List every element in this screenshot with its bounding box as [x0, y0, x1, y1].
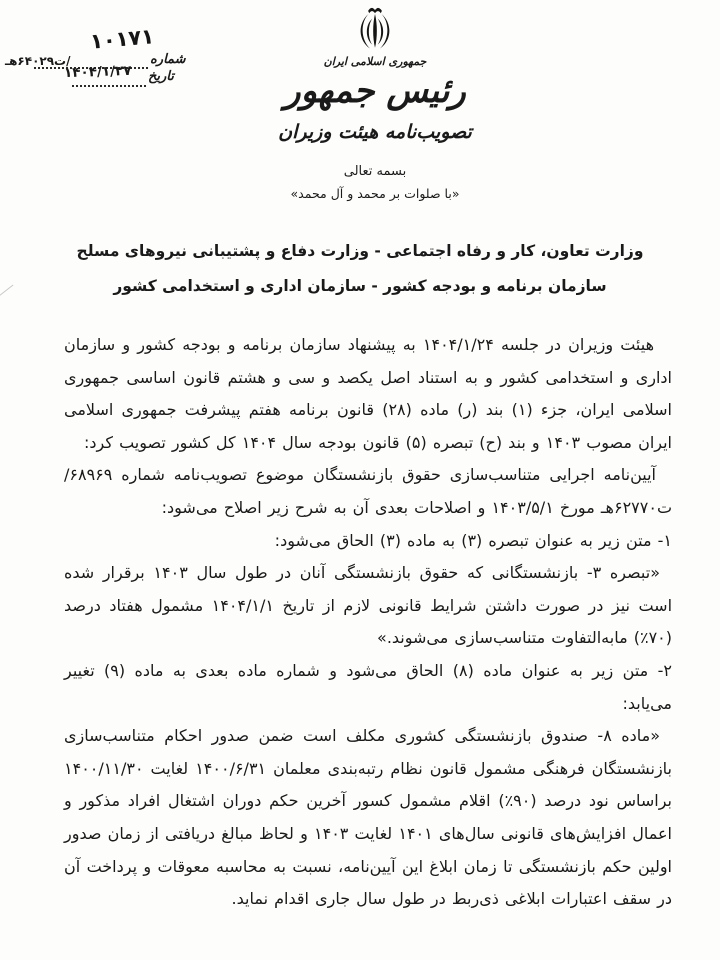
decree-number-typed: /ت۶۴۰۲۹هـ [5, 54, 71, 68]
preamble-paragraph: هیئت وزیران در جلسه ۱۴۰۴/۱/۲۴ به پیشنهاد سازمان برنامه و بودجه کشور و سازمان اداری و استخدامی کشور و به استناد اصل یکصد و سی و هشتم قانون اساسی جمهوری اسلامی ایران، جزء (۱) بند (ر) ماده (۲۸) قانون برنامه هفتم پیشرفت جمهوری اسلامی ایران مصوب ۱۴۰۳ و بند (ح) تبصره (۵) قانون بودجه سال ۱۴۰۴ کل کشور تصویب کرد: [64, 335, 673, 452]
amendment-intro-paragraph: آیین‌نامه اجرایی متناسب‌سازی حقوق بازنشستگان موضوع تصویب‌نامه شماره ۶۸۹۶۹/ت۶۲۷۷۰هـ مورخ ۱۴۰۳/۵/۱ و اصلاحات بعدی آن به شرح زیر اصلاح می‌شود: [64, 465, 672, 518]
date-label: تاریخ [148, 69, 174, 84]
basmala-line: بسمه تعالی [343, 164, 407, 180]
iran-national-emblem-icon [352, 4, 398, 50]
office-title-calligraphy: رئیس جمهور [284, 71, 466, 111]
decree-number-handwritten: ۱۰۱۷۱ [89, 24, 156, 54]
addressee-line-2: سازمان برنامه و بودجه کشور - سازمان اداری و استخدامی کشور [113, 277, 607, 296]
document-type-calligraphy: تصویب‌نامه هیئت وزیران [278, 121, 472, 144]
country-name: جمهوری اسلامی ایران [323, 55, 427, 68]
decree-body [64, 329, 672, 916]
reference-block [0, 0, 210, 110]
amendment-item-1: ۱- متن زیر به عنوان تبصره (۳) به ماده (۳) الحاق می‌شود: [274, 530, 672, 550]
date-handwritten: ۱۴۰۴/۱/۲۷ [63, 62, 132, 82]
madeh-8-quote: «ماده ۸- صندوق بازنشستگی کشوری مکلف است ضمن صدور احکام متناسب‌سازی بازنشستگان فرهنگی مشمول قانون نظام رتبه‌بندی معلمان ۱۴۰۰/۶/۳۱ لغایت ۱۴۰۰/۱۱/۳۰ براساس نود درصد (۹۰٪) اقلام مشمول کسور آخرین حکم دوران اشتغال افراد مذکور و اعمال افزایش‌های قانونی سال‌های ۱۴۰۱ لغایت ۱۴۰۳ و لحاظ مبالغ دریافتی از زمان صدور اولین حکم بازنشستگی تا زمان ابلاغ این آیین‌نامه، نسبت به محاسبه معوقات و پرداخت آن در سقف اعتبارات ابلاغی ذی‌ربط در طول سال جاری اقدام نماید. [64, 726, 673, 909]
number-label: شماره [150, 52, 186, 67]
addressee-line-1: وزارت تعاون، کار و رفاه اجتماعی - وزارت دفاع و پشتیبانی نیروهای مسلح [76, 242, 644, 261]
salutation-line: «با صلوات بر محمد و آل محمد» [290, 186, 460, 202]
amendment-item-2: ۲- متن زیر به عنوان ماده (۸) الحاق می‌شود و شماره ماده بعدی به ماده (۹) تغییر می‌یابد: [64, 661, 672, 713]
addressee-block [0, 234, 720, 304]
tabsareh-3-quote: «تبصره ۳- بازنشستگانی که حقوق بازنشستگی آنان در طول سال ۱۴۰۳ برقرار شده است نیز در صورت داشتن شرایط قانونی لازم از تاریخ ۱۴۰۴/۱/۱ مشمول هفتاد درصد (۷۰٪) مابه‌التفاوت متناسب‌سازی می‌شوند.» [64, 563, 673, 648]
